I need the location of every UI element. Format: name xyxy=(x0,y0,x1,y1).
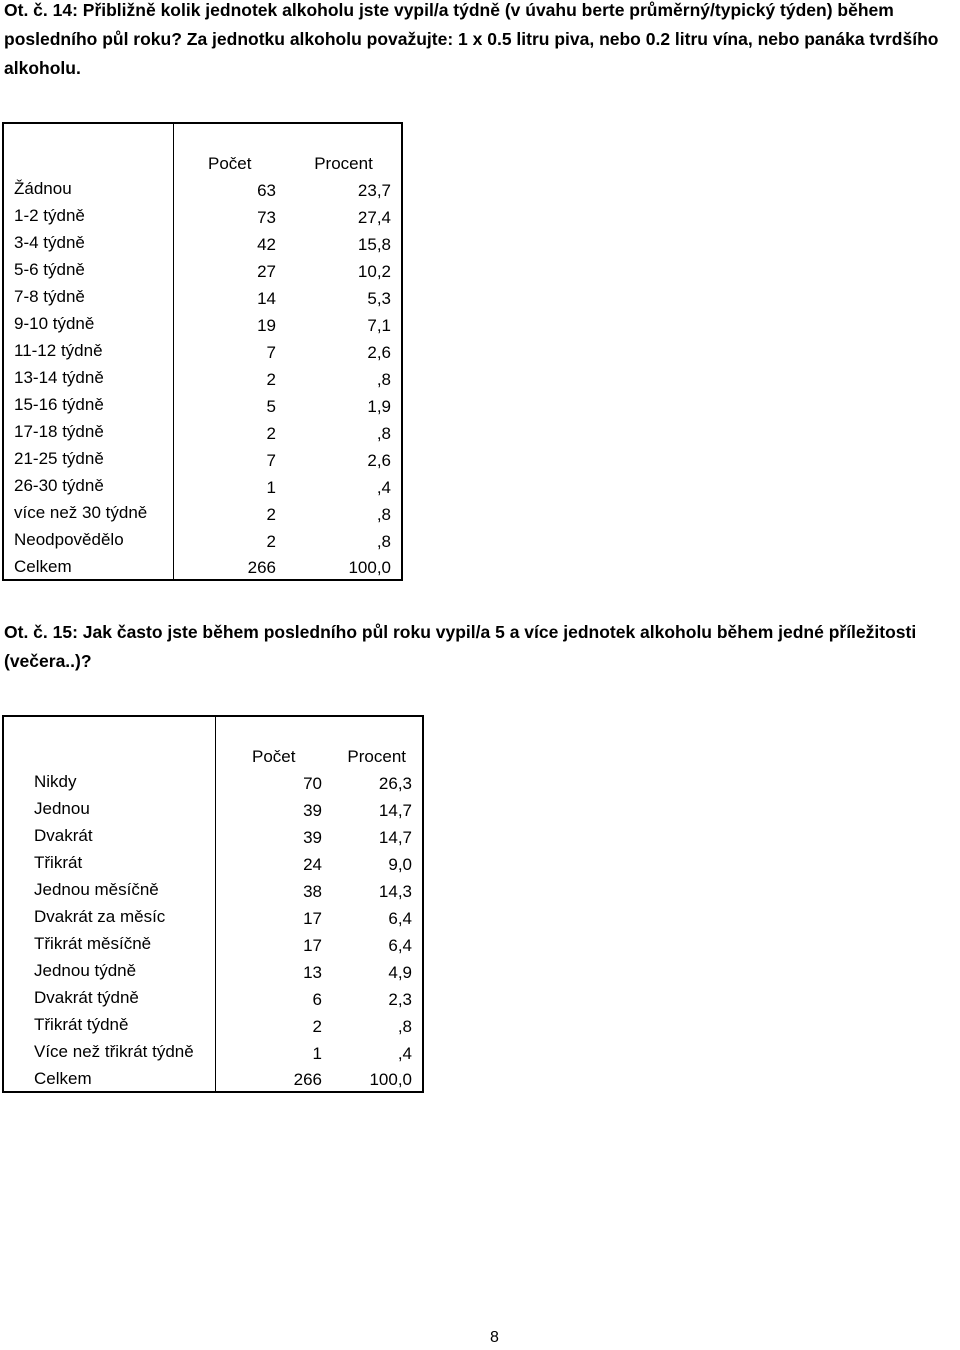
row-percent: 2,3 xyxy=(332,984,423,1011)
header-count: Počet xyxy=(215,716,332,768)
row-count: 2 xyxy=(215,1011,332,1038)
page-number: 8 xyxy=(490,1329,499,1346)
row-count: 266 xyxy=(173,553,286,580)
row-count: 7 xyxy=(173,337,286,364)
table-row xyxy=(3,1065,423,1092)
row-label: Více než třikrát týdně xyxy=(3,1038,215,1065)
row-label: Jednou měsíčně xyxy=(3,876,215,903)
row-percent: 4,9 xyxy=(332,957,423,984)
row-label: 7-8 týdně xyxy=(3,283,173,310)
row-label: Celkem xyxy=(3,553,173,580)
row-count: 70 xyxy=(215,768,332,795)
row-label: 9-10 týdně xyxy=(3,310,173,337)
row-count: 39 xyxy=(215,822,332,849)
table-row xyxy=(3,256,402,283)
row-label: Jednou týdně xyxy=(3,957,215,984)
table-row xyxy=(3,795,423,822)
row-count: 2 xyxy=(173,418,286,445)
row-count: 5 xyxy=(173,391,286,418)
row-count: 6 xyxy=(215,984,332,1011)
table-row xyxy=(3,526,402,553)
row-percent: 15,8 xyxy=(286,229,402,256)
row-percent: 5,3 xyxy=(286,283,402,310)
row-count: 2 xyxy=(173,364,286,391)
row-percent: 14,7 xyxy=(332,795,423,822)
question-14-text: Ot. č. 14: Přibližně kolik jednotek alkoholu jste vypil/a týdně (v úvahu berte průměrný/typický týden) během posledního půl roku? Za jednotku alkoholu považujte: 1 x 0.5 litru piva, nebo 0.2 litru vína, nebo panáka tvrdšího alkoholu. xyxy=(4,0,939,78)
row-count: 63 xyxy=(173,175,286,202)
table-row xyxy=(3,499,402,526)
row-percent: 10,2 xyxy=(286,256,402,283)
row-label: Dvakrát za měsíc xyxy=(3,903,215,930)
row-percent: 7,1 xyxy=(286,310,402,337)
binge-frequency-table xyxy=(2,715,424,1093)
table-row xyxy=(3,229,402,256)
row-label: 15-16 týdně xyxy=(3,391,173,418)
table-row xyxy=(3,391,402,418)
row-label: Třikrát týdně xyxy=(3,1011,215,1038)
table-row xyxy=(3,903,423,930)
row-label: více než 30 týdně xyxy=(3,499,173,526)
row-count: 13 xyxy=(215,957,332,984)
row-label: Dvakrát xyxy=(3,822,215,849)
row-percent: 9,0 xyxy=(332,849,423,876)
row-percent: 6,4 xyxy=(332,903,423,930)
header-percent: Procent xyxy=(286,123,402,175)
row-label: Třikrát xyxy=(3,849,215,876)
table-row xyxy=(3,283,402,310)
table-header-row xyxy=(3,716,423,768)
table-row xyxy=(3,364,402,391)
table-row xyxy=(3,445,402,472)
row-percent: 2,6 xyxy=(286,445,402,472)
row-count: 42 xyxy=(173,229,286,256)
row-percent: 6,4 xyxy=(332,930,423,957)
row-count: 7 xyxy=(173,445,286,472)
header-label-cell xyxy=(3,716,215,768)
row-count: 2 xyxy=(173,526,286,553)
table-row xyxy=(3,849,423,876)
table-row xyxy=(3,175,402,202)
row-label: Žádnou xyxy=(3,175,173,202)
row-percent: 100,0 xyxy=(332,1065,423,1092)
row-percent: ,8 xyxy=(332,1011,423,1038)
row-count: 2 xyxy=(173,499,286,526)
table-row xyxy=(3,472,402,499)
table-row xyxy=(3,1038,423,1065)
row-percent: ,4 xyxy=(286,472,402,499)
row-percent: ,4 xyxy=(332,1038,423,1065)
table-row xyxy=(3,1011,423,1038)
row-percent: ,8 xyxy=(286,499,402,526)
row-count: 17 xyxy=(215,930,332,957)
row-count: 27 xyxy=(173,256,286,283)
row-label: Dvakrát týdně xyxy=(3,984,215,1011)
table-row xyxy=(3,310,402,337)
alcohol-units-weekly-table xyxy=(2,122,403,581)
row-percent: ,8 xyxy=(286,364,402,391)
row-label: Nikdy xyxy=(3,768,215,795)
table-row xyxy=(3,768,423,795)
table-row xyxy=(3,202,402,229)
row-label: 11-12 týdně xyxy=(3,337,173,364)
row-count: 1 xyxy=(215,1038,332,1065)
row-label: Neodpovědělo xyxy=(3,526,173,553)
row-percent: ,8 xyxy=(286,526,402,553)
row-percent: 2,6 xyxy=(286,337,402,364)
row-count: 24 xyxy=(215,849,332,876)
row-count: 14 xyxy=(173,283,286,310)
header-count: Počet xyxy=(173,123,286,175)
row-label: Třikrát měsíčně xyxy=(3,930,215,957)
row-percent: ,8 xyxy=(286,418,402,445)
table-row xyxy=(3,337,402,364)
row-count: 17 xyxy=(215,903,332,930)
row-percent: 1,9 xyxy=(286,391,402,418)
row-count: 39 xyxy=(215,795,332,822)
row-percent: 27,4 xyxy=(286,202,402,229)
table-row xyxy=(3,876,423,903)
table-row xyxy=(3,984,423,1011)
row-percent: 14,3 xyxy=(332,876,423,903)
table-header-row xyxy=(3,123,402,175)
row-label: 21-25 týdně xyxy=(3,445,173,472)
header-label-cell xyxy=(3,123,173,175)
row-label: 26-30 týdně xyxy=(3,472,173,499)
table-row xyxy=(3,957,423,984)
header-percent: Procent xyxy=(332,716,423,768)
row-label: 3-4 týdně xyxy=(3,229,173,256)
table-row xyxy=(3,418,402,445)
row-count: 73 xyxy=(173,202,286,229)
row-label: 17-18 týdně xyxy=(3,418,173,445)
row-label: Jednou xyxy=(3,795,215,822)
row-percent: 100,0 xyxy=(286,553,402,580)
row-count: 19 xyxy=(173,310,286,337)
row-percent: 23,7 xyxy=(286,175,402,202)
row-count: 1 xyxy=(173,472,286,499)
row-label: 1-2 týdně xyxy=(3,202,173,229)
question-15-text: Ot. č. 15: Jak často jste během posledního půl roku vypil/a 5 a více jednotek alkoholu během jedné příležitosti (večera..)? xyxy=(4,622,917,671)
table-row xyxy=(3,553,402,580)
row-count: 266 xyxy=(215,1065,332,1092)
table-row xyxy=(3,822,423,849)
row-label: 13-14 týdně xyxy=(3,364,173,391)
row-label: Celkem xyxy=(3,1065,215,1092)
row-label: 5-6 týdně xyxy=(3,256,173,283)
row-count: 38 xyxy=(215,876,332,903)
row-percent: 14,7 xyxy=(332,822,423,849)
row-percent: 26,3 xyxy=(332,768,423,795)
table-row xyxy=(3,930,423,957)
